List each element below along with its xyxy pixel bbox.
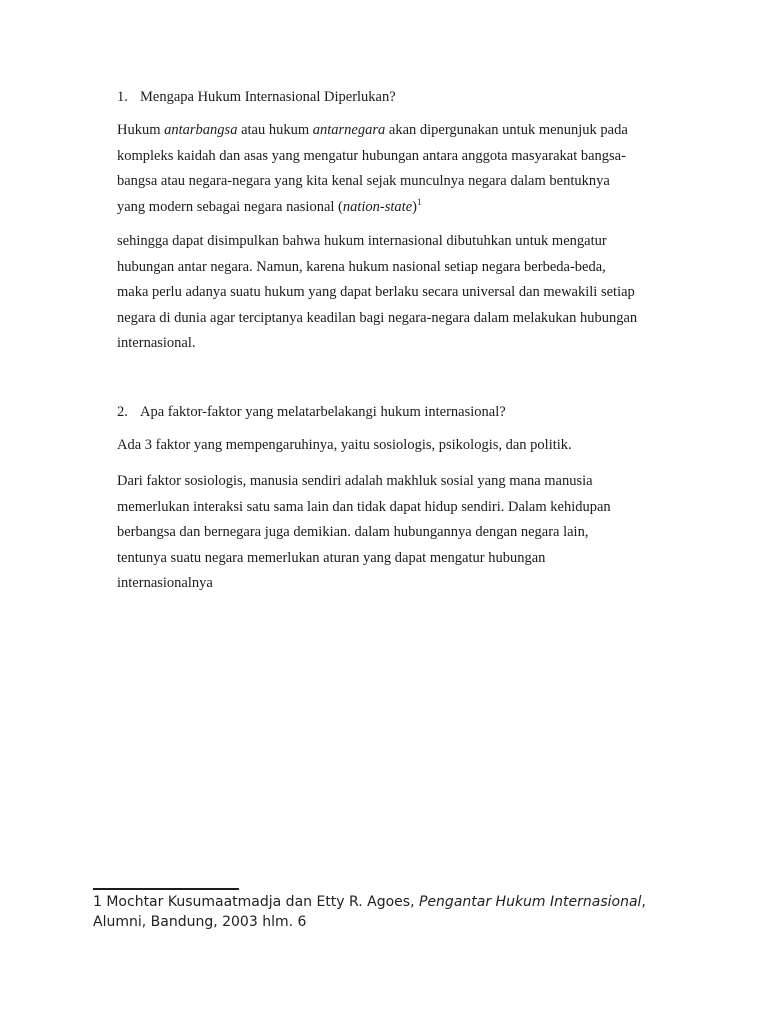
footnote-separator — [93, 888, 239, 890]
question-1-text: Mengapa Hukum Internasional Diperlukan? — [140, 89, 396, 105]
answer-2-paragraph-1 — [117, 433, 687, 459]
answer-1-p2-line-2: hubungan antar negara. Namun, karena hukum nasional setiap negara berbeda-beda, — [117, 258, 606, 275]
answer-1-p2-line-1: sehingga dapat disimpulkan bahwa hukum internasional dibutuhkan untuk mengatur — [117, 233, 607, 249]
answer-2-paragraph-2 — [117, 469, 687, 597]
answer-2-p2-line-1: Dari faktor sosiologis, manusia sendiri adalah makhluk sosial yang mana manusia — [117, 473, 593, 489]
answer-2-p1-line-1: Ada 3 faktor yang mempengaruhinya, yaitu sosiologis, psikologis, dan politik. — [117, 437, 572, 453]
question-1 — [117, 88, 396, 106]
question-1-number: 1. — [117, 89, 128, 105]
question-2-text: Apa faktor-faktor yang melatarbelakangi hukum internasional? — [140, 404, 506, 420]
question-2-number: 2. — [117, 404, 128, 420]
footnote-book-title: Pengantar Hukum Internasional — [419, 894, 642, 910]
answer-2-p2-line-4: tentunya suatu negara memerlukan aturan yang dapat mengatur hubungan — [117, 549, 546, 566]
question-2 — [117, 403, 506, 421]
answer-1-p1-line-4 — [117, 195, 687, 221]
footnote-text-end: , Alumni, Bandung, 2003 hlm. 6 — [93, 894, 646, 930]
answer-1-p2-line-5: internasional. — [117, 335, 196, 351]
answer-1-p2-line-4: negara di dunia agar terciptanya keadilan bagi negara-negara dalam melakukan hubungan — [117, 309, 638, 326]
answer-2-p2-line-3: berbangsa dan bernegara juga demikian. dalam hubungannya dengan negara lain, — [117, 524, 589, 540]
italic-term-nation-state: nation-state — [342, 198, 413, 215]
footnote-1 — [93, 892, 693, 932]
answer-2-p2-line-5: internasionalnya — [117, 575, 213, 591]
text-run: Hukum — [117, 122, 165, 138]
answer-1-p1-line-1 — [117, 118, 687, 144]
footnote-text: 1 Mochtar Kusumaatmadja dan Etty R. Agoes, — [93, 894, 419, 910]
text-run: atau hukum — [237, 122, 313, 138]
italic-term-antarnegara: antarnegara — [312, 122, 386, 138]
answer-1-p1-line-3: bangsa atau negara-negara yang kita kenal sejak munculnya negara dalam bentuknya — [117, 173, 610, 189]
answer-2-p2-line-2: memerlukan interaksi satu sama lain dan tidak dapat hidup sendiri. Dalam kehidupan — [117, 498, 611, 515]
footnote-reference[interactable]: 1 — [417, 196, 422, 207]
answer-1-p2-line-3: maka perlu adanya suatu hukum yang dapat berlaku secara universal dan mewakili setiap — [117, 284, 635, 300]
answer-1-p1-line-2: kompleks kaidah dan asas yang mengatur hubungan antara anggota masyarakat bangsa- — [117, 147, 626, 164]
text-run: yang modern sebagai negara nasional ( — [117, 198, 343, 215]
italic-term-antarbangsa: antarbangsa — [164, 122, 238, 138]
text-run: ) — [412, 198, 417, 215]
answer-1-paragraph-2 — [117, 229, 687, 357]
text-run: akan dipergunakan untuk menunjuk pada — [385, 122, 628, 138]
answer-1-paragraph-1 — [117, 118, 687, 220]
